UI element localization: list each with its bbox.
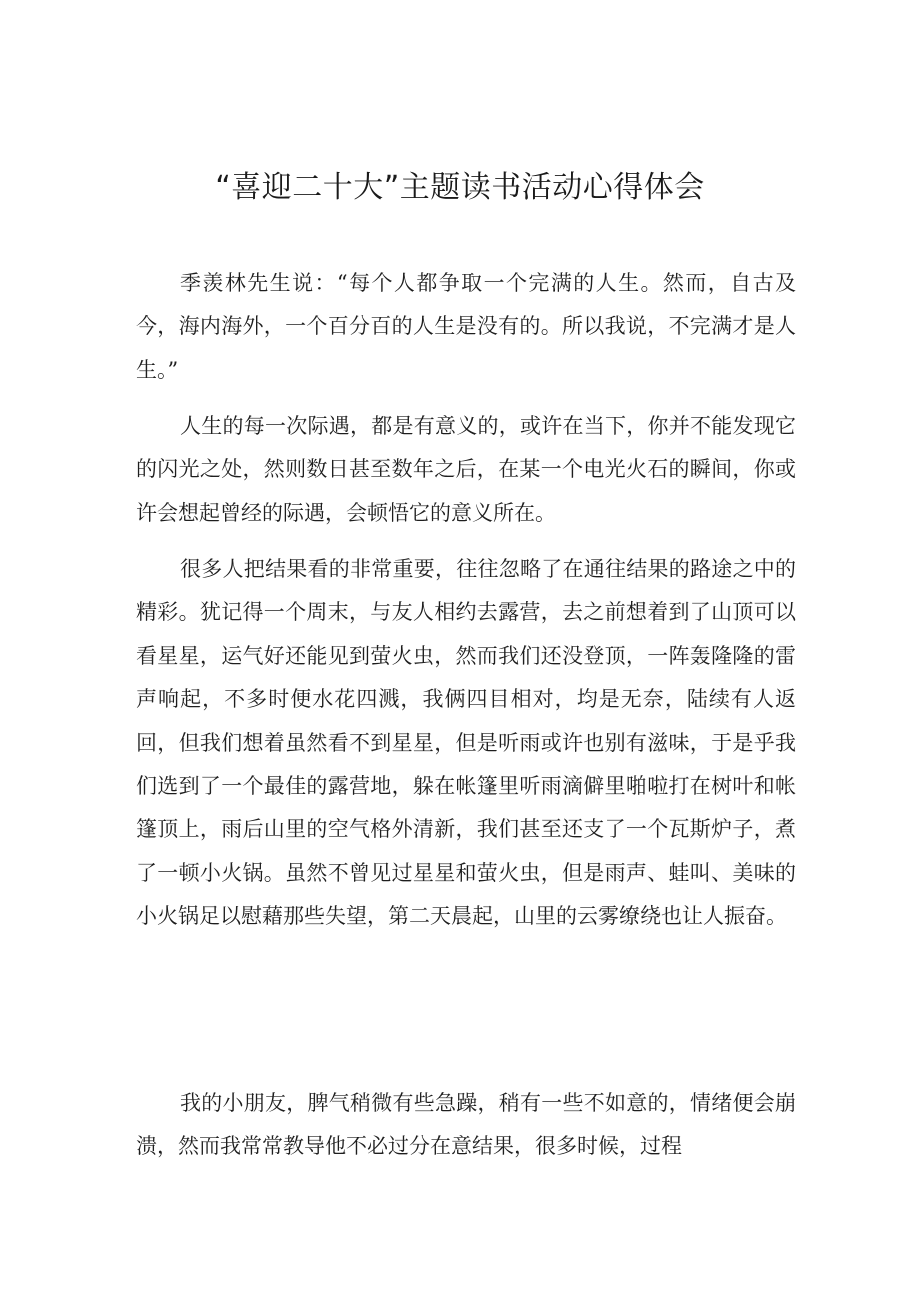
document-title: “喜迎二十大”主题读书活动心得体会 (215, 170, 705, 205)
paragraph-quote: 季羡林先生说：“每个人都争取一个完满的人生。然而，自古及今，海内海外，一个百分百的人生是没有的。所以我说，不完满才是人生。” (136, 271, 796, 382)
paragraph-child: 我的小朋友，脾气稍微有些急躁，稍有一些不如意的，情绪便会崩溃，然而我常常教导他不必过分在意结果，很多时候，过程 (136, 1091, 796, 1159)
paragraph-encounters: 人生的每一次际遇，都是有意义的，或许在当下，你并不能发现它的闪光之处，然则数日甚至数年之后，在某一个电光火石的瞬间，你或许会想起曾经的际遇，会顿悟它的意义所在。 (136, 414, 796, 525)
paragraph-camping-story: 很多人把结果看的非常重要，往往忽略了在通往结果的路途之中的精彩。犹记得一个周末，与友人相约去露营，去之前想着到了山顶可以看星星，运气好还能见到萤火虫，然而我们还没登顶，一阵轰隆隆的雷声响起，不多时便水花四溅，我俩四目相对，均是无奈，陆续有人返回，但我们想着虽然看不到星星，但是听雨或许也别有滋味，于是乎我们选到了一个最佳的露营地，躲在帐篷里听雨滴僻里啪啦打在树叶和帐篷顶上，雨后山里的空气格外清新，我们甚至还支了一个瓦斯炉子，煮了一顿小火锅。虽然不曾见过星星和萤火虫，但是雨声、蛙叫、美味的小火锅足以慰藉那些失望，第二天晨起，山里的云雾缭绕也让人振奋。 (136, 557, 796, 929)
